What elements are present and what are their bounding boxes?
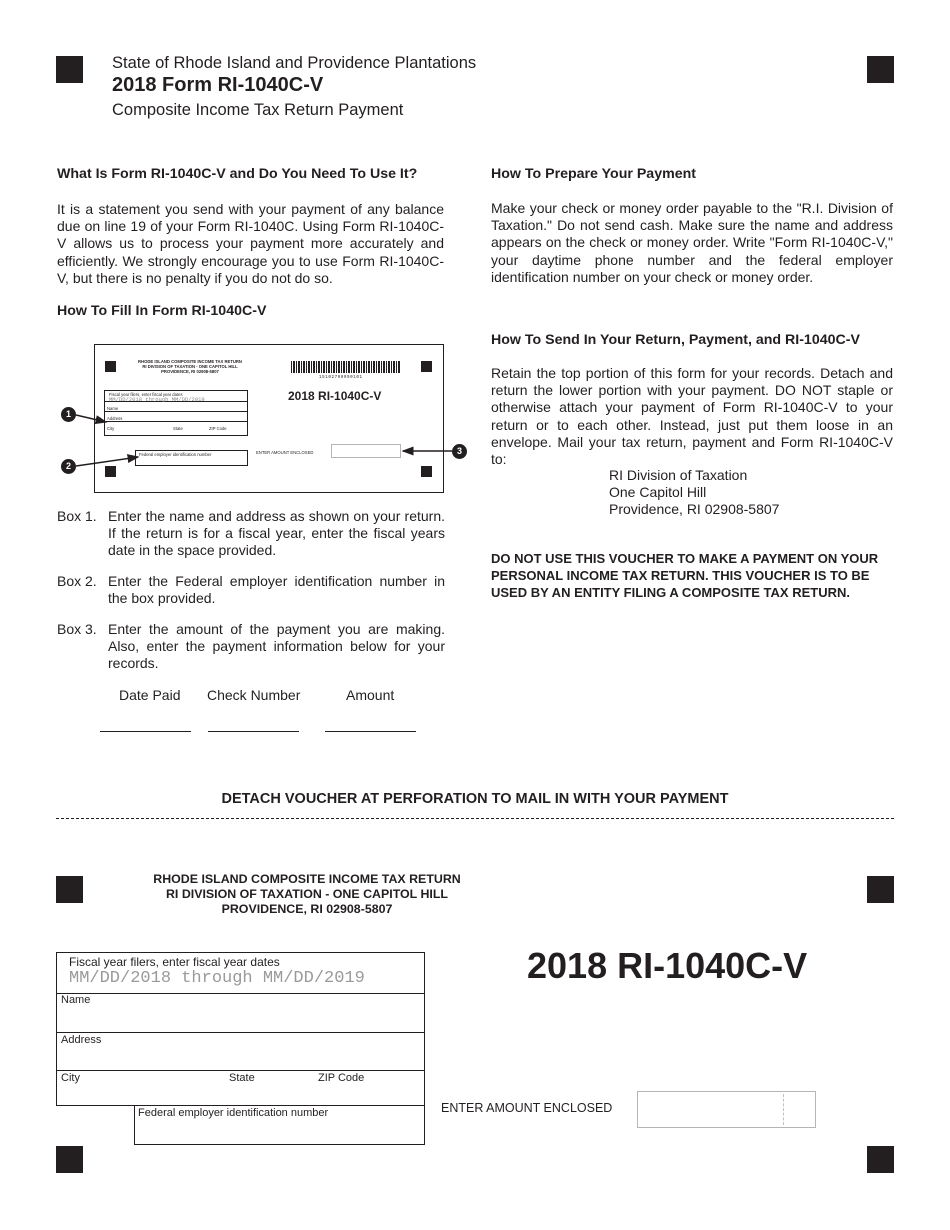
voucher-org-line: RHODE ISLAND COMPOSITE INCOME TAX RETURN: [153, 872, 461, 886]
perforation-line: [56, 818, 894, 819]
send-text: Retain the top portion of this form for your records. Detach and return the lower portion with your payment. DO NOT staple or otherwise attach your payment of Form RI-1040C-V to your return or to each other. Instead, just put them loose in an envelope. Mail your tax return, payment and Form RI-1040C-V to:: [491, 365, 893, 468]
what-heading: What Is Form RI-1040C-V and Do You Need To Use It?: [57, 166, 418, 182]
check-number-label: Check Number: [207, 687, 301, 703]
what-text: It is a statement you send with your payment of any balance due on line 19 of your Form RI-1040C. Using Form RI-1040C-V allows us to process your payment more accurately and efficiently. We strongly encourage you to use Form RI-1040C-V, but there is no penalty if you do not do so.: [57, 201, 444, 286]
box-label: Box 1.: [57, 508, 97, 524]
enter-amount-label: ENTER AMOUNT ENCLOSED: [441, 1101, 613, 1115]
box-label: Box 2.: [57, 573, 97, 589]
state-name: State of Rhode Island and Providence Plantations: [112, 54, 477, 72]
detach-instruction: DETACH VOUCHER AT PERFORATION TO MAIL IN WITH YOUR PAYMENT: [221, 791, 729, 807]
callout-2: 2: [61, 459, 76, 474]
fein-field[interactable]: [134, 1105, 425, 1145]
fiscal-year-field[interactable]: [56, 952, 425, 994]
city-state-zip-field[interactable]: [56, 1070, 425, 1106]
sample-org-line: PROVIDENCE, RI 02908-5807: [161, 369, 219, 374]
form-subtitle: Composite Income Tax Return Payment: [112, 101, 404, 119]
form-title: 2018 Form RI-1040C-V: [112, 74, 324, 96]
sample-fiscal-placeholder: MM/DD/2018 through MM/DD/2019: [109, 396, 205, 403]
mail-address-line: One Capitol Hill: [609, 484, 707, 500]
sample-zip-label: ZIP Code: [209, 426, 227, 431]
check-number-line[interactable]: [208, 731, 299, 732]
box-text: Enter the name and address as shown on your return. If the return is for a fiscal year, enter the fiscal years date in the space provided.: [108, 508, 445, 559]
sample-fein-label: Federal employer identification number: [139, 452, 212, 457]
box-instruction: [57, 508, 445, 560]
amount-enclosed-input[interactable]: [637, 1091, 816, 1128]
box-text: Enter the amount of the payment you are making. Also, enter the payment information below for your records.: [108, 621, 445, 672]
sample-org-line: RI DIVISION OF TAXATION - ONE CAPITOL HILL: [142, 364, 238, 369]
box-instruction: [57, 621, 445, 673]
address-label: Address: [61, 1034, 102, 1046]
zip-label: ZIP Code: [318, 1072, 365, 1084]
voucher-title: 2018 RI-1040C-V: [527, 945, 808, 986]
city-label: City: [61, 1072, 80, 1084]
sample-state-label: State: [173, 426, 183, 431]
prepare-text: Make your check or money order payable to the "R.I. Division of Taxation." Do not send cash. Make sure the name and address appears on the check or money order. Write "Form RI-1040C-V," your daytime phone number and the federal employer identification number on your check or money order.: [491, 200, 893, 285]
mail-address-line: Providence, RI 02908-5807: [609, 501, 780, 517]
amount-line[interactable]: [325, 731, 416, 732]
voucher-org-block: [152, 872, 462, 917]
callout-3: 3: [452, 444, 467, 459]
voucher-org-line: RI DIVISION OF TAXATION - ONE CAPITOL HILL: [165, 887, 448, 901]
fiscal-year-label: Fiscal year filers, enter fiscal year dates: [69, 955, 280, 969]
sample-city-label: City: [107, 426, 115, 431]
mail-address-line: RI Division of Taxation: [609, 467, 748, 483]
sample-address-label: Address: [107, 416, 123, 421]
state-label: State: [229, 1072, 255, 1084]
name-label: Name: [61, 994, 91, 1006]
address-field[interactable]: [56, 1032, 425, 1071]
callout-1: 1: [61, 407, 76, 422]
box-instruction: [57, 573, 445, 609]
barcode-number: 15102799990101: [319, 376, 363, 380]
sample-org-line: RHODE ISLAND COMPOSITE INCOME TAX RETURN: [138, 359, 242, 364]
sample-title: 2018 RI-1040C-V: [288, 389, 382, 403]
box-text: Enter the Federal employer identification number in the box provided.: [108, 573, 445, 607]
sample-fiscal-label: Fiscal year filers, enter fiscal year dates: [109, 392, 183, 397]
cents-divider: [783, 1094, 784, 1125]
amount-label: Amount: [346, 687, 395, 703]
warning-notice: DO NOT USE THIS VOUCHER TO MAKE A PAYMENT ON YOUR PERSONAL INCOME TAX RETURN. THIS VOUCHER IS TO BE USED BY AN ENTITY FILING A COMPOSITE TAX RETURN.: [491, 551, 879, 600]
fein-label: Federal employer identification number: [138, 1107, 329, 1119]
sample-enter-amount: ENTER AMOUNT ENCLOSED: [256, 450, 314, 455]
sample-name-label: Name: [107, 406, 119, 411]
date-paid-label: Date Paid: [119, 687, 181, 703]
date-paid-line[interactable]: [100, 731, 191, 732]
send-heading: How To Send In Your Return, Payment, and RI-1040C-V: [491, 332, 860, 348]
box-label: Box 3.: [57, 621, 97, 637]
fill-heading: How To Fill In Form RI-1040C-V: [57, 303, 267, 319]
name-field[interactable]: [56, 993, 425, 1033]
fiscal-year-placeholder: MM/DD/2018 through MM/DD/2019: [69, 969, 365, 988]
prepare-heading: How To Prepare Your Payment: [491, 166, 696, 182]
voucher-org-line: PROVIDENCE, RI 02908-5807: [221, 902, 393, 916]
